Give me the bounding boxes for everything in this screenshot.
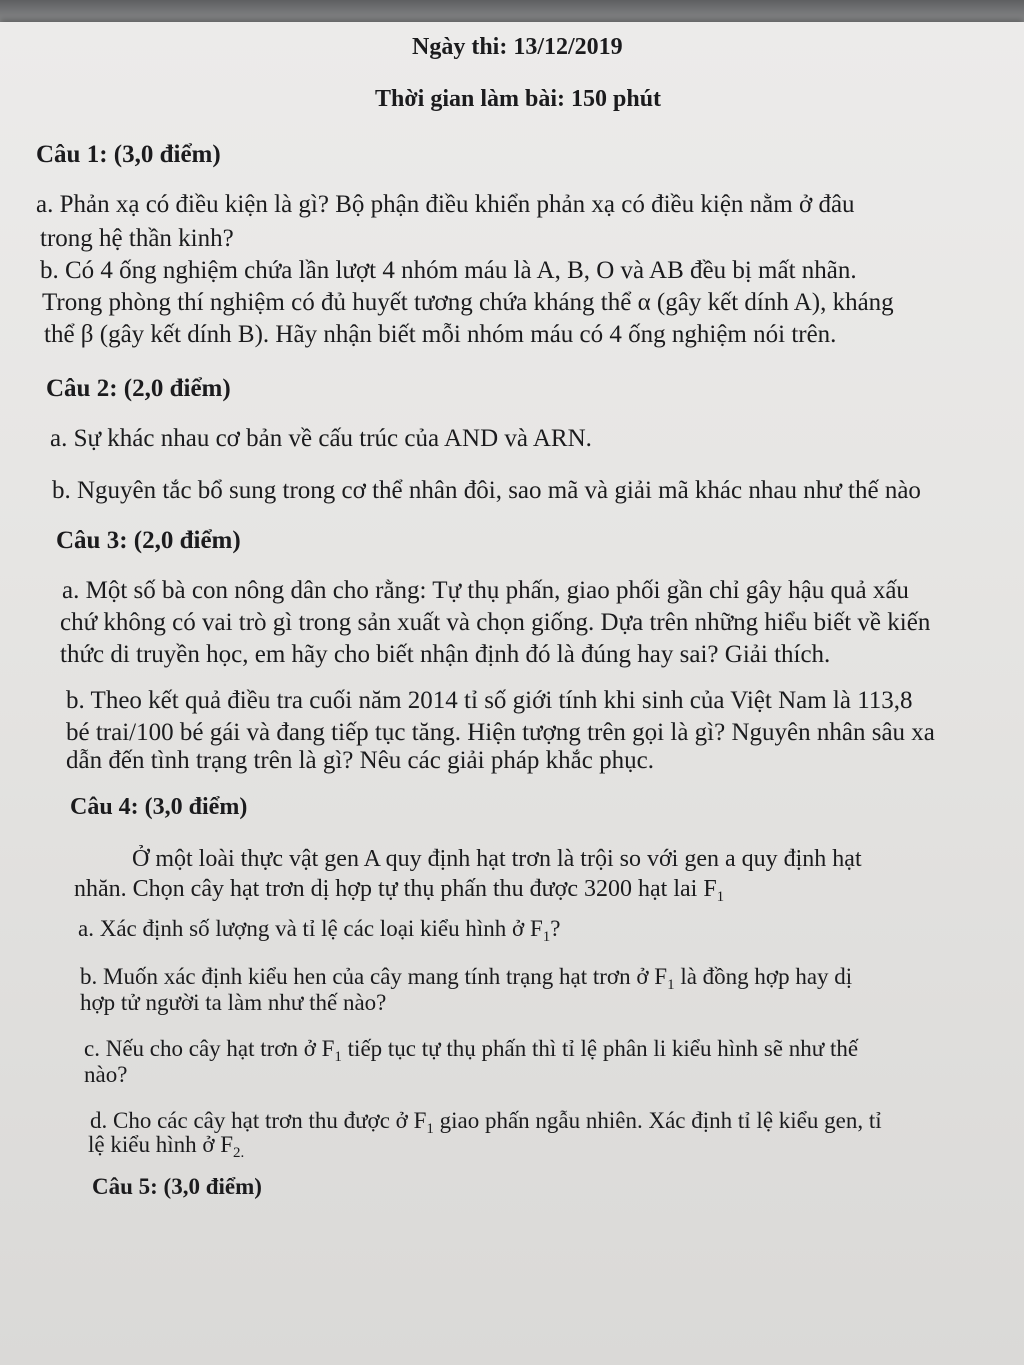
question-1-b-line-1: b. Có 4 ống nghiệm chứa lần lượt 4 nhóm máu là A, B, O và AB đều bị mất nhãn. xyxy=(40,257,857,284)
exam-paper xyxy=(0,22,1024,1365)
background-edge xyxy=(0,0,1024,22)
question-3-heading: Câu 3: (2,0 điểm) xyxy=(56,527,241,554)
exam-duration: Thời gian làm bài: 150 phút xyxy=(375,86,662,112)
question-3-a-line-3: thức di truyền học, em hãy cho biết nhận định đó là đúng hay sai? Giải thích. xyxy=(60,641,831,668)
question-2-a: a. Sự khác nhau cơ bản về cấu trúc của AND và ARN. xyxy=(50,425,592,452)
question-4-b-line-1: b. Muốn xác định kiểu hen của cây mang tính trạng hạt trơn ở $F_1$ là đồng hợp hay dị xyxy=(80,964,853,993)
question-1-a-line-2: trong hệ thần kinh? xyxy=(40,225,234,252)
question-1-b-line-2: Trong phòng thí nghiệm có đủ huyết tương chứa kháng thể α (gây kết dính A), kháng xyxy=(42,289,894,316)
question-1-heading: Câu 1: (3,0 điểm) xyxy=(36,141,221,168)
question-1-b-line-3: thể β (gây kết dính B). Hãy nhận biết mỗi nhóm máu có 4 ống nghiệm nói trên. xyxy=(44,321,837,348)
question-4-intro-line-2: nhăn. Chọn cây hạt trơn dị hợp tự thụ phấn thu được 3200 hạt lai $F_1$ xyxy=(74,876,725,905)
question-3-b-line-1: b. Theo kết quả điều tra cuối năm 2014 tỉ số giới tính khi sinh của Việt Nam là 113,8 xyxy=(66,687,913,714)
question-4-d-line-1: d. Cho các cây hạt trơn thu được ở $F_1$ giao phấn ngẫu nhiên. Xác định tỉ lệ kiểu gen, tỉ xyxy=(90,1108,882,1137)
question-3-a-line-2: chứ không có vai trò gì trong sản xuất và chọn giống. Dựa trên những hiểu biết về kiến xyxy=(60,609,931,636)
question-1-a-line-1: a. Phản xạ có điều kiện là gì? Bộ phận điều khiển phản xạ có điều kiện nằm ở đâu xyxy=(36,191,855,218)
question-4-c-line-1: c. Nếu cho cây hạt trơn ở $F_1$ tiếp tục tự thụ phấn thì tỉ lệ phân li kiểu hình sẽ như thế xyxy=(84,1036,859,1065)
question-4-b-line-2: hợp tử người ta làm như thế nào? xyxy=(80,990,387,1015)
question-4-d-line-2: lệ kiểu hình ở $F_{2.}$ xyxy=(88,1132,245,1161)
question-5-heading: Câu 5: (3,0 điểm) xyxy=(92,1174,262,1199)
question-4-heading: Câu 4: (3,0 điểm) xyxy=(70,794,248,820)
question-2-heading: Câu 2: (2,0 điểm) xyxy=(46,375,231,402)
question-4-a: a. Xác định số lượng và tỉ lệ các loại kiểu hình ở $F_1$? xyxy=(78,916,561,945)
question-3-a-line-1: a. Một số bà con nông dân cho rằng: Tự thụ phấn, giao phối gần chỉ gây hậu quả xấu xyxy=(62,577,909,604)
question-4-intro-line-1: Ở một loài thực vật gen A quy định hạt trơn là trội so với gen a quy định hạt xyxy=(132,846,862,872)
question-4-c-line-2: nào? xyxy=(84,1062,128,1087)
question-3-b-line-2: bé trai/100 bé gái và đang tiếp tục tăng. Hiện tượng trên gọi là gì? Nguyên nhân sâu xa xyxy=(66,719,935,746)
question-2-b: b. Nguyên tắc bổ sung trong cơ thể nhân đôi, sao mã và giải mã khác nhau như thế nào xyxy=(52,477,921,504)
exam-date: Ngày thi: 13/12/2019 xyxy=(412,34,623,60)
question-3-b-line-3: dẫn đến tình trạng trên là gì? Nêu các giải pháp khắc phục. xyxy=(66,747,654,774)
